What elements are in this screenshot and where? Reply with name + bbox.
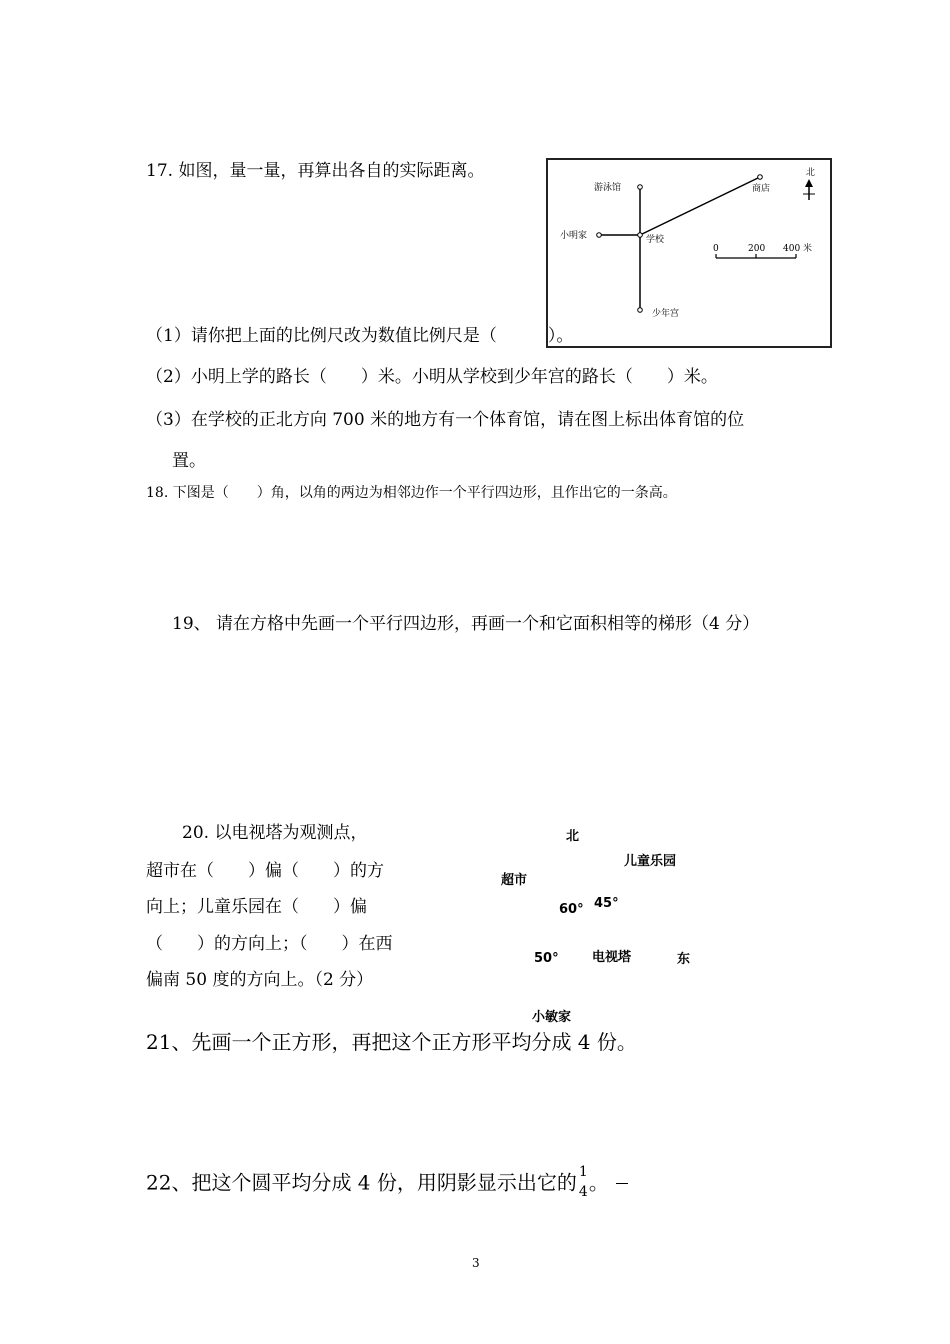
q22-tail: 。: [588, 1170, 609, 1195]
scale-400-label: 400 米: [783, 244, 813, 254]
q20-line2: 超市在（ ）偏（ ）的方: [146, 861, 384, 881]
q22-frac-num: 1: [578, 1164, 588, 1180]
map-north-label: 北: [806, 168, 816, 178]
school-point: [638, 233, 643, 238]
q20-line5: 偏南 50 度的方向上。（2 分）: [146, 970, 374, 990]
q22-main: 22、把这个圆平均分成 4 份，用阴影显示出它的: [146, 1170, 577, 1195]
q17-sub2: （2）小明上学的路长（ ）米。小明从学校到少年宫的路长（ ）米。: [146, 367, 718, 387]
q22-text: [146, 1164, 609, 1204]
shop-label: 商店: [752, 184, 771, 194]
page-number: 3: [472, 1256, 480, 1270]
map-diagram: [548, 160, 830, 346]
q20-park-label: 儿童乐园: [624, 854, 677, 869]
home-label: 小明家: [560, 231, 588, 241]
home-point: [597, 233, 602, 238]
pool-label: 游泳馆: [594, 183, 622, 193]
school-label: 学校: [646, 235, 665, 245]
q20-angle60-label: 60°: [559, 902, 584, 917]
q17-sub3-line1: （3）在学校的正北方向 700 米的地方有一个体育馆，请在图上标出体育馆的位: [146, 410, 745, 430]
q17-title: 17. 如图，量一量，再算出各自的实际距离。: [146, 161, 485, 181]
q20-angle45-label: 45°: [594, 896, 619, 911]
q21-text: 21、先画一个正方形，再把这个正方形平均分成 4 份。: [146, 1030, 637, 1054]
q22-frac-bar: [616, 1183, 628, 1184]
q22-fraction: [577, 1164, 589, 1204]
north-arrowhead-icon: [805, 179, 813, 187]
scale-200-label: 200: [748, 244, 766, 254]
q20-supermarket-label: 超市: [501, 873, 528, 888]
palace-label: 少年宫: [652, 309, 680, 319]
q20-line1: 20. 以电视塔为观测点，: [182, 823, 368, 843]
q18-text: 18. 下图是（ ）角，以角的两边为相邻边作一个平行四边形，且作出它的一条高。: [146, 485, 677, 501]
q17-map: [546, 158, 832, 348]
q20-home-label: 小敏家: [532, 1010, 572, 1025]
q20-line4: （ ）的方向上；（ ）在西: [146, 934, 393, 954]
q20-angle50-label: 50°: [534, 951, 559, 966]
pool-point: [638, 185, 643, 190]
school-shop-road: [640, 177, 760, 235]
shop-point: [758, 175, 763, 180]
q17-sub1: （1）请你把上面的比例尺改为数值比例尺是（ ）。: [146, 326, 574, 346]
q20-north-label: 北: [566, 829, 580, 844]
q17-sub3-line2: 置。: [172, 451, 206, 471]
q20-line3: 向上；儿童乐园在（ ）偏: [146, 897, 367, 917]
q20-tower-label: 电视塔: [592, 950, 632, 965]
scale-0-label: 0: [713, 244, 719, 254]
q20-east-label: 东: [677, 952, 691, 967]
q22-frac-den: 4: [578, 1184, 588, 1200]
palace-point: [638, 308, 643, 313]
q19-text: 19、 请在方格中先画一个平行四边形，再画一个和它面积相等的梯形（4 分）: [172, 614, 760, 634]
